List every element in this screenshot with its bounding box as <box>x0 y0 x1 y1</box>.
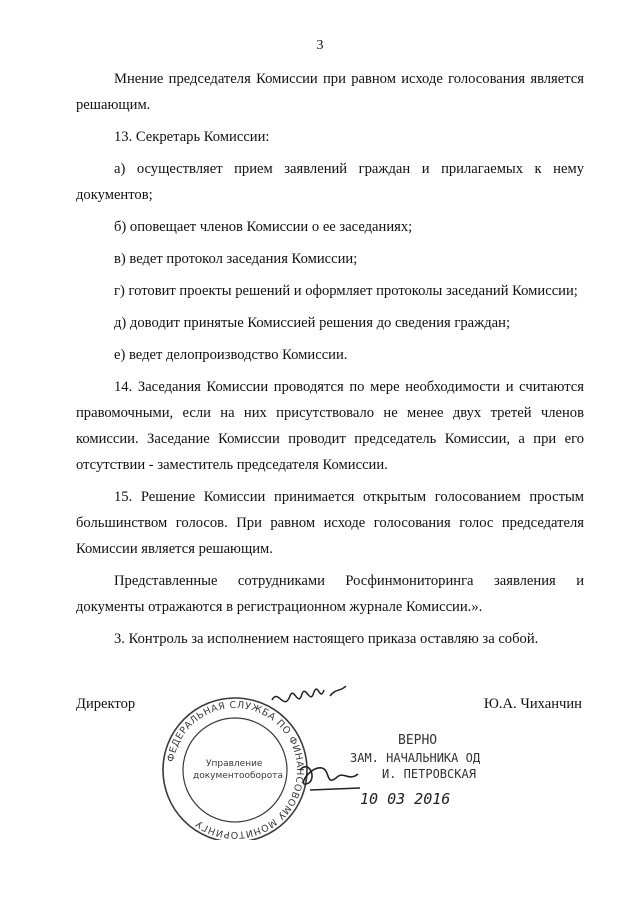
paragraph-item-v: в) ведет протокол заседания Комиссии; <box>114 251 358 267</box>
paragraph-registration: Представленные сотрудниками Росфинмониторинга заявления и документы отражаются в регистрационном журнале Комиссии.». <box>76 573 584 615</box>
stamp-center-line1: Управление <box>206 759 263 769</box>
signature-title: Директор <box>76 696 136 712</box>
paragraph-item-b: б) оповещает членов Комиссии о ее заседаниях; <box>114 219 413 235</box>
page-number: 3 <box>316 38 324 53</box>
paragraph-item-e: е) ведет делопроизводство Комиссии. <box>114 347 348 363</box>
stamp-center-line2: документооборота <box>193 771 283 781</box>
paragraph-control: 3. Контроль за исполнением настоящего приказа оставляю за собой. <box>114 631 539 647</box>
stamp-svg <box>160 670 540 840</box>
paragraph-item-a: а) осуществляет прием заявлений граждан и прилагаемых к нему документов; <box>76 161 584 203</box>
round-stamp <box>163 698 307 840</box>
cert-position: ЗАМ. НАЧАЛЬНИКА ОД <box>350 751 481 765</box>
paragraph-chair-vote: Мнение председателя Комиссии при равном исходе голосования является решающим. <box>76 71 584 113</box>
cert-date: 10 03 2016 <box>360 790 451 808</box>
signature-name: Ю.А. Чиханчин <box>483 696 582 712</box>
paragraph-item-g: г) готовит проекты решений и оформляет протоколы заседаний Комиссии; <box>114 283 578 299</box>
document-body <box>76 66 584 658</box>
paragraph-secretary: 13. Секретарь Комиссии: <box>114 129 270 145</box>
paragraph-14-meetings: 14. Заседания Комиссии проводятся по мере необходимости и считаются правомочными, если на них присутствовало не менее двух третей членов комиссии. Заседание Комиссии проводит председатель Комиссии, а при его отсутствии - заместитель председателя Комиссии. <box>76 379 584 473</box>
stamp-ring-text: ФЕДЕРАЛЬНАЯ СЛУЖБА ПО ФИНАНСОВОМУ МОНИТОРИНГУ <box>165 699 306 840</box>
paragraph-15-decisions: 15. Решение Комиссии принимается открытым голосованием простым большинством голосов. При равном исходе голосования голос председателя Комиссии является решающим. <box>76 489 584 557</box>
cert-name: И. ПЕТРОВСКАЯ <box>382 767 476 781</box>
cert-verno: ВЕРНО <box>398 733 438 748</box>
certifier-signature <box>300 767 360 790</box>
paragraph-item-d: д) доводит принятые Комиссией решения до сведения граждан; <box>114 315 511 331</box>
director-signature <box>272 686 346 702</box>
stamp-and-signatures <box>160 670 540 840</box>
